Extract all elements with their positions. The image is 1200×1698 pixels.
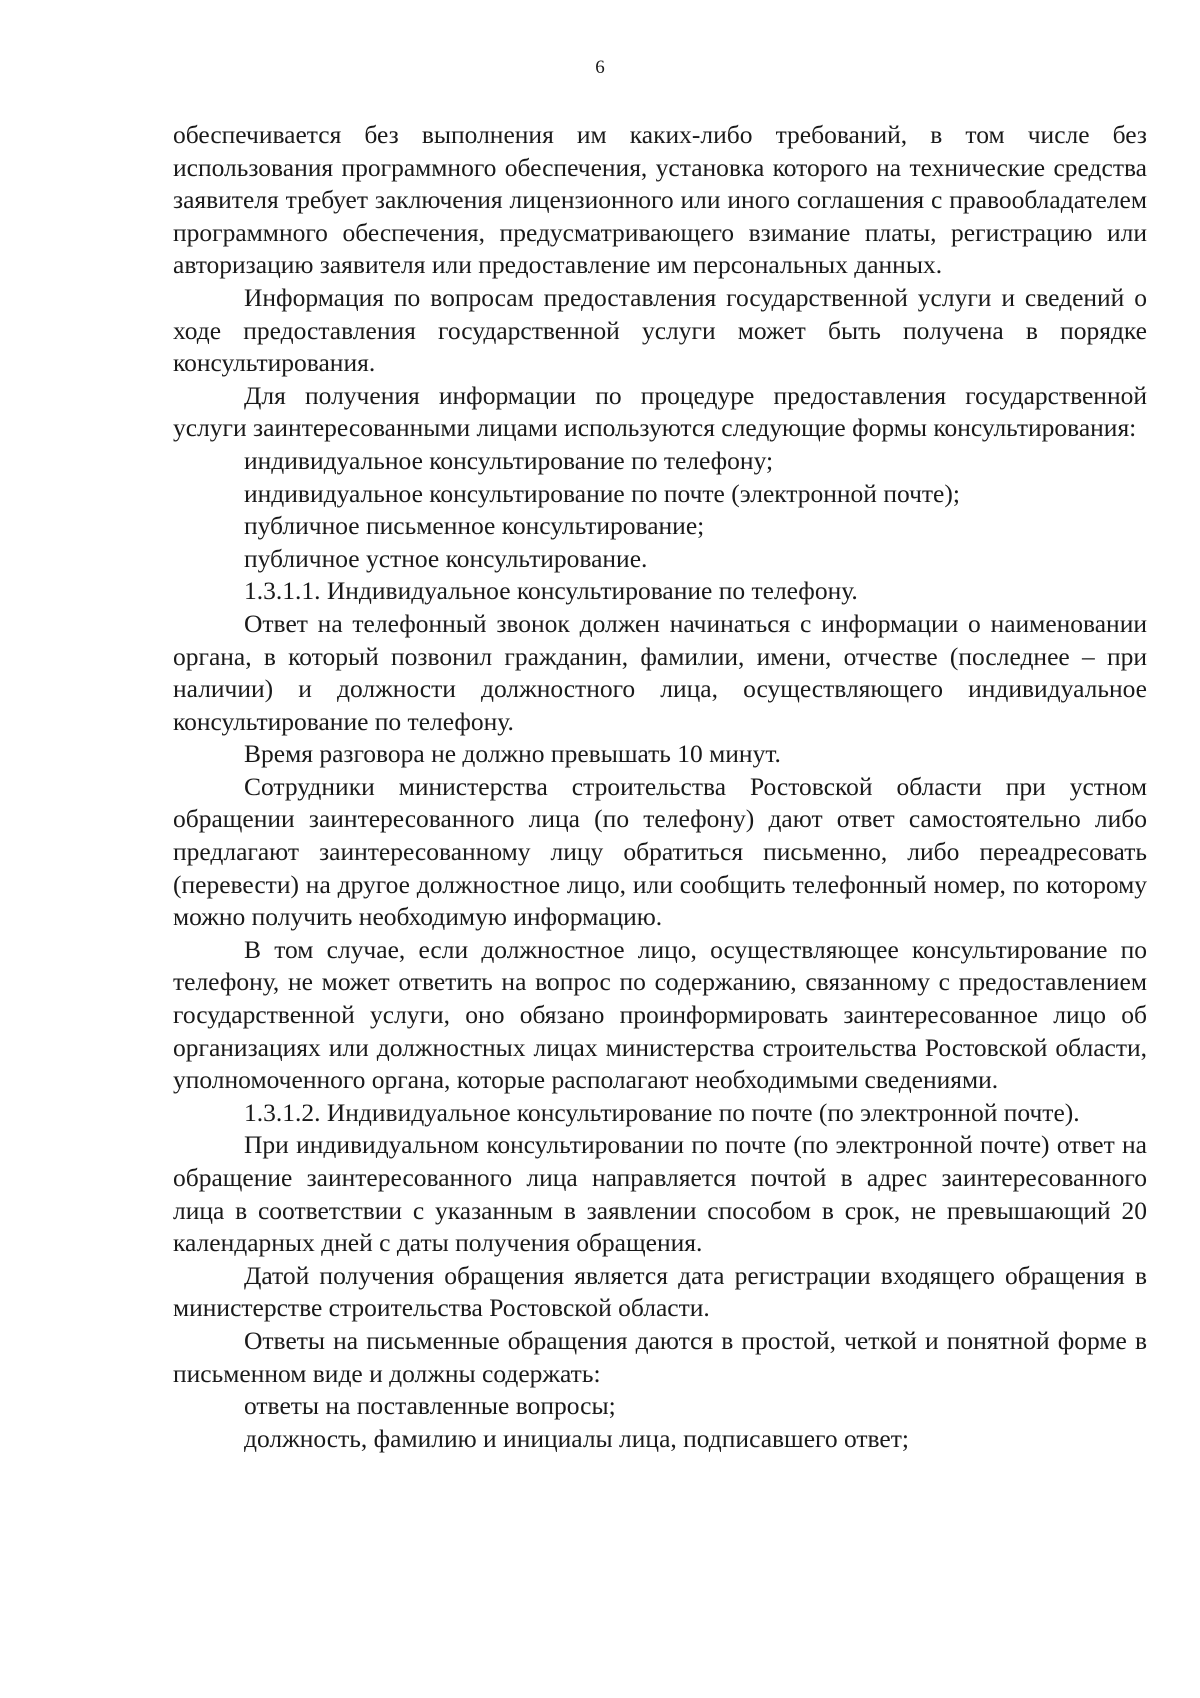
paragraph: Сотрудники министерства строительства Ростовской области при устном обращении заинтересованного лица (по телефону) дают ответ самостоятельно либо предлагают заинтересованному лицу обратиться письменно, либо переадресовать (перевести) на другое должностное лицо, или сообщить телефонный номер, по которому можно получить необходимую информацию.	[173, 771, 1147, 932]
paragraph-continuation: обеспечивается без выполнения им каких-либо требований, в том числе без использования программного обеспечения, установка которого на технические средства заявителя требует заключения лицензионного или иного соглашения с правообладателем программного обеспечения, предусматривающего взимание платы, регистрацию или авторизацию заявителя или предоставление им персональных данных.	[173, 120, 1147, 280]
paragraph: Ответ на телефонный звонок должен начинаться с информации о наименовании органа, в который позвонил гражданин, фамилии, имени, отчестве (последнее – при наличии) и должности должностного лица, осуществляющего индивидуальное консультирование по телефону.	[173, 608, 1147, 736]
paragraph: Для получения информации по процедуре предоставления государственной услуги заинтересованными лицами используются следующие формы консультирования:	[173, 380, 1147, 443]
list-item: публичное письменное консультирование;	[244, 511, 705, 541]
paragraph: Датой получения обращения является дата регистрации входящего обращения в министерстве строительства Ростовской области.	[173, 1260, 1147, 1323]
paragraph: Информация по вопросам предоставления государственной услуги и сведений о ходе предоставления государственной услуги может быть получена в порядке консультирования.	[173, 282, 1147, 378]
list-item: публичное устное консультирование.	[244, 543, 648, 573]
page-number: 6	[595, 57, 605, 78]
paragraph: Время разговора не должно превышать 10 минут.	[244, 739, 781, 769]
list-item: ответы на поставленные вопросы;	[244, 1391, 616, 1421]
section-heading: 1.3.1.1. Индивидуальное консультирование по телефону.	[244, 576, 858, 606]
list-item: должность, фамилию и инициалы лица, подписавшего ответ;	[244, 1423, 909, 1453]
paragraph: Ответы на письменные обращения даются в простой, четкой и понятной форме в письменном виде и должны содержать:	[173, 1325, 1147, 1388]
paragraph: В том случае, если должностное лицо, осуществляющее консультирование по телефону, не может ответить на вопрос по содержанию, связанному с предоставлением государственной услуги, оно обязано проинформировать заинтересованное лицо об организациях или должностных лицах министерства строительства Ростовской области, уполномоченного органа, которые располагают необходимыми сведениями.	[173, 934, 1147, 1095]
list-item: индивидуальное консультирование по телефону;	[244, 445, 774, 475]
list-item: индивидуальное консультирование по почте (электронной почте);	[244, 478, 960, 508]
section-heading: 1.3.1.2. Индивидуальное консультирование по почте (по электронной почте).	[244, 1097, 1080, 1127]
paragraph: При индивидуальном консультировании по почте (по электронной почте) ответ на обращение заинтересованного лица направляется почтой в адрес заинтересованного лица в соответствии с указанным в заявлении способом в срок, не превышающий 20 календарных дней с даты получения обращения.	[173, 1130, 1147, 1258]
document-body	[173, 119, 1147, 1455]
